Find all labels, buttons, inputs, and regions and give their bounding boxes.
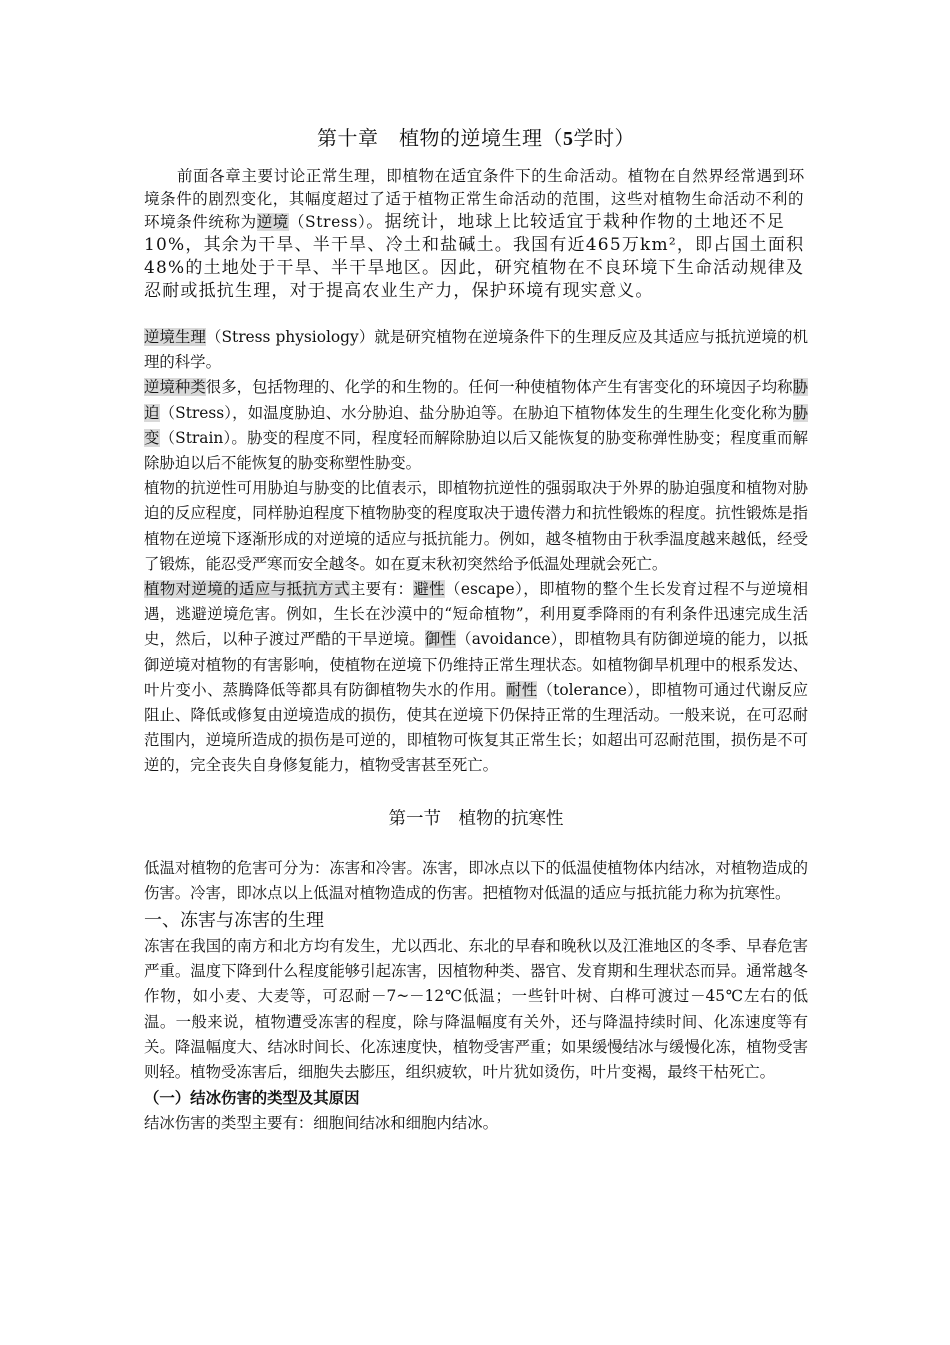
paragraph-text: （avoidance），即植物具有防御逆境的能力，以抵御逆境对植物的有害影响，使植物在逆境下仍维持正常生理状态。如植物御旱机理中的根系发达、叶片变小、蒸腾降低等都具有防御植物失水的作用。 <box>144 630 808 699</box>
chapter-title-text: 第十章 植物的逆境生理（ <box>317 126 563 150</box>
intro-text-2: 。据统计，地球上比较适宜于栽种作物的土地还不足10%，其余为干旱、半干旱、冷土和盐碱土。我国有近465万km²，即占国土面积48%的土地处于干旱、半干旱地区。因此，研究植物在不良环境下生命活动规律及忍耐或抵抗生理，对于提高农业生产力，保护环境有现实意义。 <box>144 212 805 301</box>
chapter-title-tail: 学时） <box>573 126 635 150</box>
subsection-heading: 一、冻害与冻害的生理 <box>144 910 324 932</box>
chapter-title <box>144 122 808 151</box>
term-strain: 胁变 <box>144 403 808 447</box>
paragraph-stress-physiology <box>144 325 808 375</box>
paragraph-freezing: 冻害在我国的南方和北方均有发生，尤以西北、东北的早春和晚秋以及江淮地区的冬季、早春危害严重。温度下降到什么程度能够引起冻害，因植物种类、器官、发育期和生理状态而异。通常越冬作物，如小麦、大麦等，可忍耐－7~－12℃低温；一些针叶树、白桦可渡过－45℃左右的低温。一般来说，植物遭受冻害的程度，除与降温幅度有关外，还与降温持续时间、化冻速度等有关。降温幅度大、结冰时间长、化冻速度快，植物受害严重；如果缓慢结冰与缓慢化冻，植物受害则轻。植物受冻害后，细胞失去膨压，组织疲软，叶片犹如烫伤，叶片变褐，最终干枯死亡。 <box>144 937 808 1082</box>
section-title: 第一节 植物的抗寒性 <box>388 808 564 829</box>
term-stress-physiology: 逆境生理 <box>144 328 206 346</box>
term-adaptation: 植物对逆境的适应与抵抗方式 <box>144 580 350 599</box>
term-stress: 逆境 <box>256 213 289 231</box>
term-stress-zh: 胁迫 <box>144 378 808 422</box>
paragraph-text: （escape），即植物的整个生长发育过程不与逆境相遇，逃避逆境危害。例如，生长在沙漠中的“短命植物”，利用夏季降雨的有利条件迅速完成生活史，然后，以种子渡过严酷的干旱逆境。 <box>144 580 808 649</box>
paragraph-stress-types <box>144 375 808 476</box>
paragraph-text: 很多，包括物理的、化学的和生物的。任何一种使植物体产生有害变化的环境因子均称 <box>205 378 793 397</box>
document-page <box>144 122 808 1136</box>
paragraph-text: （tolerance），即植物可通过代谢反应阻止、降低或修复由逆境造成的损伤，使其在逆境下仍保持正常的生理活动。一般来说，在可忍耐范围内，逆境所造成的损伤是可逆的，即植物可恢复其正常生长；如超出可忍耐范围，损伤是不可逆的，完全丧失自身修复能力，植物受害甚至死亡。 <box>144 680 808 775</box>
chapter-title-hours: 5 <box>563 128 574 150</box>
term-avoidance: 御性 <box>424 630 457 649</box>
paragraph-ice-injury: 结冰伤害的类型主要有：细胞间结冰和细胞内结冰。 <box>144 1114 498 1133</box>
term-tolerance: 耐性 <box>505 680 538 699</box>
paragraph-text: 主要有： <box>349 580 414 599</box>
term-escape: 避性 <box>413 580 446 599</box>
term-stress-en: （Stress） <box>288 213 367 231</box>
spacer <box>144 303 808 325</box>
intro-paragraph <box>144 165 808 303</box>
paragraph-low-temperature: 低温对植物的危害可分为：冻害和冷害。冻害，即冰点以下的低温使植物体内结冰，对植物造成的伤害。冷害，即冰点以上低温对植物造成的伤害。把植物对低温的适应与抵抗能力称为抗寒性。 <box>144 858 808 902</box>
paragraph-resistance: 植物的抗逆性可用胁迫与胁变的比值表示，即植物抗逆性的强弱取决于外界的胁迫强度和植物对胁迫的反应程度，同样胁迫程度下植物胁变的程度取决于遗传潜力和抗性锻炼的程度。抗性锻炼是指植物在逆境下逐渐形成的对逆境的适应与抵抗能力。例如，越冬植物由于秋季温度越来越低，经受了锻炼，能忍受严寒而安全越冬。如在夏末秋初突然给予低温处理就会死亡。 <box>144 479 808 573</box>
paragraph-text: （Stress physiology）就是研究植物在逆境条件下的生理反应及其适应与抵抗逆境的机理的科学。 <box>144 328 808 372</box>
intro-text-1: 前面各章主要讨论正常生理，即植物在适宜条件下的生命活动。植物在自然界经常遇到环境条件的剧烈变化，其幅度超过了适于植物正常生命活动的范围，这些对植物生命活动不利的环境条件统称为 <box>144 167 805 231</box>
paragraph-text: （Strain）。胁变的程度不同，程度轻而解除胁迫以后又能恢复的胁变称弹性胁变；程度重而解除胁迫以后不能恢复的胁变称塑性胁变。 <box>144 428 808 473</box>
term-stress-types: 逆境种类 <box>144 378 206 397</box>
paragraph-text: （Stress），如温度胁迫、水分胁迫、盐分胁迫等。在胁迫下植物体发生的生理生化变化称为 <box>159 403 793 422</box>
subsubsection-heading: （一）结冰伤害的类型及其原因 <box>144 1089 360 1108</box>
paragraph-adaptation <box>144 577 808 779</box>
